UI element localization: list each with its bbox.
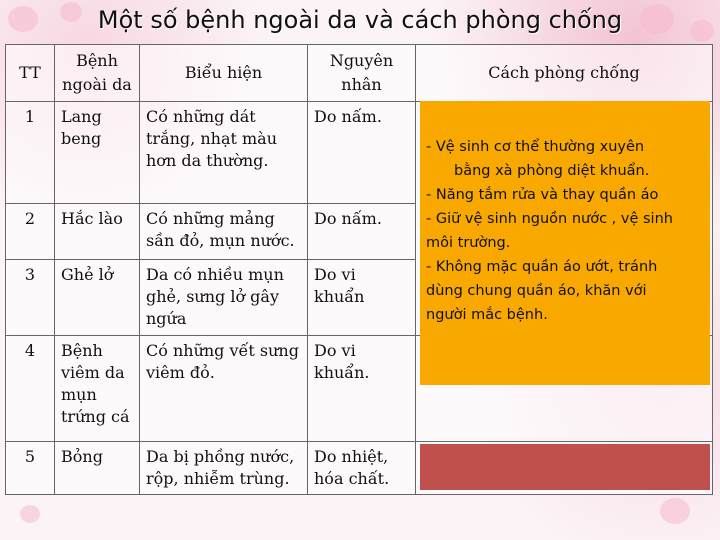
disease-name: Ghẻ lở bbox=[55, 260, 140, 336]
disease-name: Bỏng bbox=[55, 442, 140, 495]
symptom-text: Có những mảng sần đỏ, mụn nước. bbox=[140, 204, 308, 260]
prevention-line: môi trường. bbox=[426, 235, 511, 251]
symptom-text: Da có nhiều mụn ghẻ, sưng lở gây ngứa bbox=[140, 260, 308, 336]
row-number: 5 bbox=[6, 442, 55, 495]
disease-name: Bệnh viêm da mụn trứng cá bbox=[55, 336, 140, 442]
prevention-line: - Giữ vệ sinh nguồn nước , vệ sinh bbox=[426, 211, 673, 227]
prevention-line: - Không mặc quần áo ướt, tránh bbox=[426, 259, 658, 275]
symptom-text: Có những dát trắng, nhạt màu hơn da thường. bbox=[140, 102, 308, 204]
row-number: 2 bbox=[6, 204, 55, 260]
header-symptom: Biểu hiện bbox=[140, 45, 308, 102]
row-number: 4 bbox=[6, 336, 55, 442]
hidden-answer-box[interactable] bbox=[420, 444, 710, 490]
cause-text: Do nấm. bbox=[308, 102, 416, 204]
blossom-decoration bbox=[660, 498, 690, 524]
prevention-line: dùng chung quần áo, khăn với bbox=[426, 283, 647, 299]
header-tt: TT bbox=[6, 45, 55, 102]
header-disease: Bệnh ngoài da bbox=[55, 45, 140, 102]
page-title: Một số bệnh ngoài da và cách phòng chống bbox=[97, 6, 623, 34]
row-number: 1 bbox=[6, 102, 55, 204]
cause-text: Do nhiệt, hóa chất. bbox=[308, 442, 416, 495]
cause-text: Do vi khuẩn. bbox=[308, 336, 416, 442]
prevention-answer-box bbox=[420, 101, 710, 385]
prevention-line: - Vệ sinh cơ thể thường xuyên bbox=[426, 139, 645, 155]
prevention-line: người mắc bệnh. bbox=[426, 307, 548, 323]
symptom-text: Da bị phồng nước, rộp, nhiễm trùng. bbox=[140, 442, 308, 495]
prevention-line: bằng xà phòng diệt khuẩn. bbox=[454, 163, 650, 179]
header-cause: Nguyên nhân bbox=[308, 45, 416, 102]
table-header-row bbox=[6, 45, 713, 102]
disease-name: Hắc lào bbox=[55, 204, 140, 260]
cause-text: Do nấm. bbox=[308, 204, 416, 260]
blossom-decoration bbox=[20, 505, 40, 523]
symptom-text: Có những vết sưng viêm đỏ. bbox=[140, 336, 308, 442]
header-prevention: Cách phòng chống bbox=[416, 45, 713, 102]
disease-name: Lang beng bbox=[55, 102, 140, 204]
cause-text: Do vi khuẩn bbox=[308, 260, 416, 336]
row-number: 3 bbox=[6, 260, 55, 336]
prevention-line: - Năng tắm rửa và thay quần áo bbox=[426, 187, 659, 203]
